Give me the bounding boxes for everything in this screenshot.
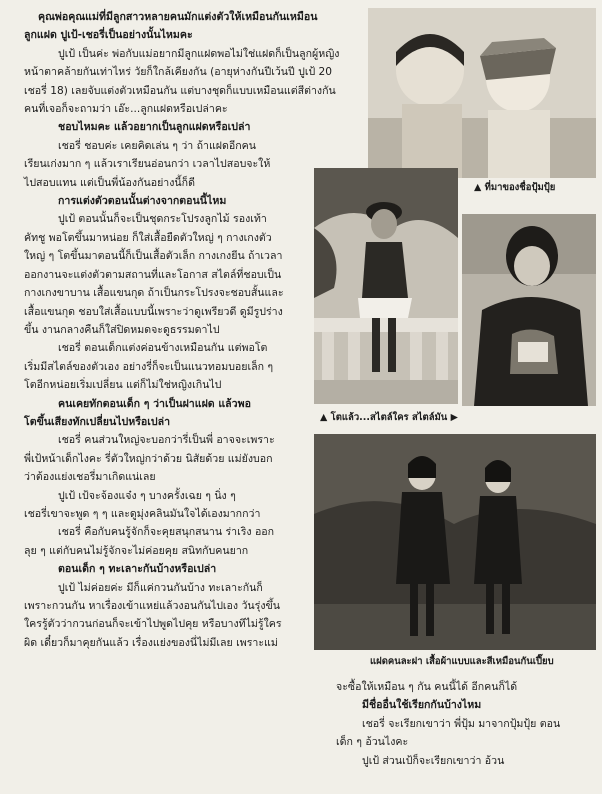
answer-line: ผิด เดี๋ยวก็มาคุยกันแล้ว เรื่องแย่งของนี่ไม่มีเลย เพราะแม่ (24, 636, 278, 649)
photo-children-name-origin (368, 8, 596, 178)
answer-line: เชอรี่ ชอบค่ะ เคยคิดเล่น ๆ ว่า ถ้าแฝดอีกคน (58, 139, 256, 152)
answer-line: เชอรี่ คนส่วนใหญ่จะบอกว่ารี่เป็นพี่ อาจจะเพราะ (58, 434, 275, 447)
answer-line: เชอรี่ ตอนเด็กแต่งค่อนข้างเหมือนกัน แต่พอโต (58, 342, 268, 355)
article-left-column (24, 8, 360, 652)
answer-line: พี่เป้หน้าเด็กไงคะ รี่ตัวใหญ่กว่าด้วย นิสัยด้วย แม่ยังบอก (24, 452, 273, 465)
question-4-line-2: โตขึ้นเสียงทักเปลี่ยนไปหรือเปล่า (24, 415, 171, 428)
answer-line: ใครรู้ตัวว่ากวนก่อนก็จะเข้าไปพูดไปคุย หรือบางทีไม่รู้ใคร (24, 618, 282, 631)
answer-line: ขึ้น งานกลางคืนก็ใส่ปิดหมดจะดูธรรมดาไป (24, 323, 220, 336)
question-5: ตอนเด็ก ๆ ทะเลาะกันบ้างหรือเปล่า (58, 563, 217, 576)
answer-line: ว่าต้องแย่งเชอรี่มาเกิดแน่เลย (24, 471, 156, 484)
answer-line: เสื้อแขนกุด ชอบใส่เสื้อแบบนี้เพราะว่าดูเพรียวดี ดูมีรูปร่าง (24, 305, 283, 318)
answer-line: คัทชู พอโตขึ้นมาหน่อย ก็ใส่เสื้อยืดตัวใหญ่ ๆ กางเกงตัว (24, 231, 272, 244)
answer-line: เริ่มมีสไตล์ของตัวเอง อย่างรี่ก็จะเป็นแนวทอมบอยเล็ก ๆ (24, 360, 274, 373)
answer-line: ปูเป้ ส่วนเป้ก็จะเรียกเขาว่า อ้วน (362, 754, 505, 767)
answer-line: ปูเป้ ตอนนั้นก็จะเป็นชุดกระโปรงลูกไม้ รองเท้า (58, 213, 267, 226)
caption-identical-outfits: แฝดคนละฝา เสื้อผ้าแบบและสีเหมือนกันเปี๊ยบ (370, 656, 554, 667)
photo-two-girls-same-outfits (314, 434, 596, 650)
answer-line: เชอรี่ จะเรียกเขาว่า พี่ปุ้ม มาจากปุ้มปุ้ย ตอน (362, 717, 561, 730)
answer-line: ลุย ๆ แต่กับคนไม่รู้จักจะไม่ค่อยคุย สนิทกับคนยาก (24, 544, 249, 557)
answer-line: เชอรี่ 18) เลยจับแต่งตัวเหมือนกัน แต่บางชุดก็แบบเหมือนแต่สีต่างกัน (24, 84, 336, 97)
answer-line: กางเกงขาบาน เสื้อแขนกุด ถ้าเป็นกระโปรงจะชอบสั้นและ (24, 287, 284, 300)
answer-line: โตอีกหน่อยเริ่มเปลี่ยน แต่ก็ไม่ใช่หญิงเกินไป (24, 379, 222, 392)
answer-line: เพราะกวนกัน หาเรื่องเข้าแหย่แล้วงอนกันไปเอง วันรุ่งขึ้น (24, 600, 280, 612)
answer-line: ปูเป้ เป้จะจ้องแจ๋ง ๆ บางครั้งเฉย ๆ นิ่ง ๆ (58, 489, 236, 502)
answer-line: เชอรี่ คือกับคนรู้จักก็จะคุยสนุกสนาน ร่าเริง ออก (58, 526, 275, 539)
question-3: การแต่งตัวตอนนั้นต่างจากตอนนี้ไหม (58, 195, 227, 208)
question-2: ชอบไหมคะ แล้วอยากเป็นลูกแฝดหรือเปล่า (58, 121, 251, 134)
question-1-line-2: ลูกแฝด ปูเป้-เชอรี่เป็นอย่างนั้นไหมคะ (24, 29, 193, 42)
answer-line: ออกงานจะแต่งตัวตามสถานที่และโอกาส สไตล์ที่ชอบเป็น (24, 268, 282, 281)
answer-line: หน้าตาคล้ายกันเท่าไหร่ วัยก็ใกล้เคียงกัน (อายุห่างกันปีเว้นปี ปูเป้ 20 (24, 66, 333, 79)
caption-grown-up-style: ▲ โตแล้ว...สไตล์ใคร สไตล์มัน ▶ (320, 412, 458, 423)
answer-line: ปูเป้ เป็นค่ะ พ่อกับแม่อยากมีลูกแฝดพอไม่ใช่แฝดก็เป็นลูกผู้หญิง (58, 47, 340, 60)
answer-line: เด็ก ๆ อ้วนไงคะ (336, 736, 409, 749)
answer-line: จะซื้อให้เหมือน ๆ กัน คนนี้ได้ อีกคนก็ได้ (336, 681, 518, 693)
photo-girl-on-railing (314, 168, 458, 404)
answer-line: เรียนเก่งมาก ๆ แล้วเราเรียนอ่อนกว่า เวลาไปสอบจะให้ (24, 158, 271, 171)
article-right-column (336, 678, 598, 770)
caption-name-origin: ▲ ที่มาของชื่อปุ้มปุ้ย (474, 182, 556, 193)
answer-line: ปูเป้ ไม่ค่อยค่ะ มีก็แค่กวนกันบ้าง ทะเลาะกันก็ (58, 581, 263, 594)
answer-line: ใหญ่ ๆ โตขึ้นมาตอนนี้ก็เป็นเสื้อตัวเล็ก กางเกงยีน ถ้าเวลา (24, 250, 283, 263)
question-4-line-1: คนเคยทักตอนเด็ก ๆ ว่าเป็นฝาแฝด แล้วพอ (58, 397, 251, 410)
answer-line: เชอรี่เขาจะพูด ๆ ๆ และดูมุ่งคลินมันใจได้เองมากกว่า (24, 507, 261, 520)
answer-line: ไปสอบแทน แต่เป็นพี่น้องกันอย่างนี้ก็ดี (24, 176, 195, 189)
answer-line: คนที่เจอก็จะถามว่า เอ๊ะ...ลูกแฝดหรือเปล่าคะ (24, 103, 228, 116)
photo-girl-in-sweater (462, 214, 596, 406)
question-1-line-1: คุณพ่อคุณแม่ที่มีลูกสาวหลายคนมักแต่งตัวให้เหมือนกันเหมือน (38, 11, 318, 23)
question-6: มีชื่ออื่นใช้เรียกกันบ้างไหม (362, 699, 482, 712)
